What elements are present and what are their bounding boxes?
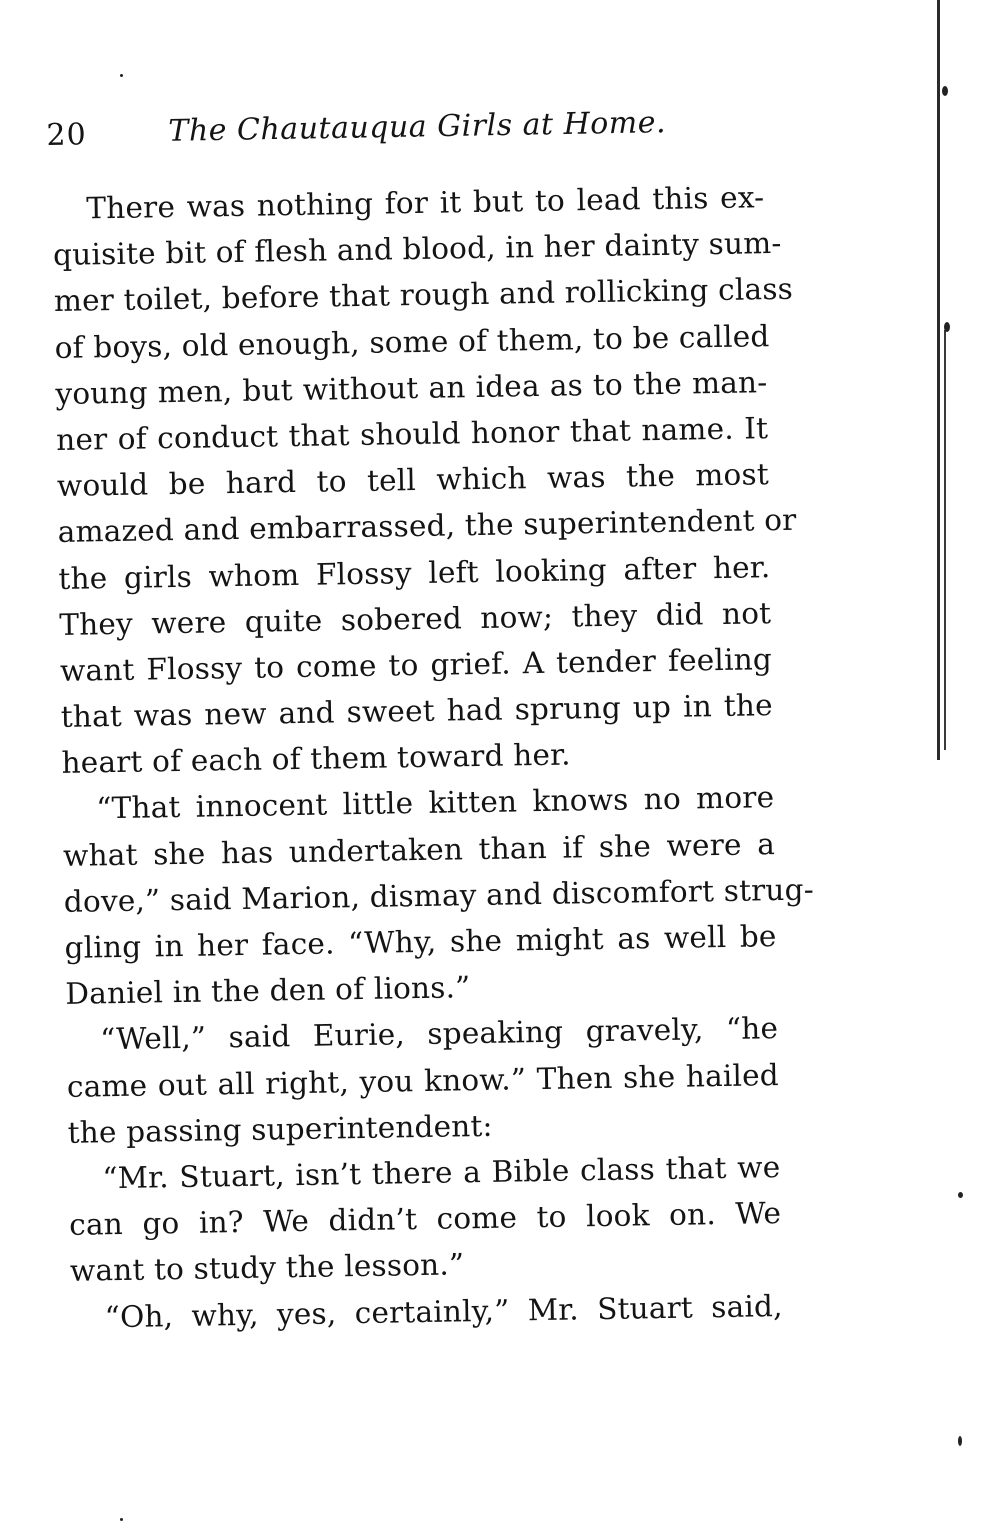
text-line: what she has undertaken than if she were a [62, 826, 776, 873]
page-number: 20 [46, 117, 87, 153]
text-line: amazed and embarrassed, the superintendent or [57, 503, 797, 550]
text-line: mer toilet, before that rough and rollicking class [53, 272, 794, 319]
body-text [52, 174, 815, 1340]
text-line: the girls whom Flossy left looking after her. [58, 549, 771, 596]
ink-speck [942, 86, 948, 96]
page-edge-rule [937, 0, 940, 760]
text-line: heart of each of them toward her. [61, 737, 572, 781]
text-line: want to study the lesson.” [69, 1247, 465, 1289]
text-line: can go in? We didn’t come to look on. We [68, 1196, 782, 1242]
text-line: They were quite sobered now; they did not [58, 595, 772, 642]
ink-speck [958, 1192, 963, 1198]
text-line: “That innocent little kitten knows no more [96, 780, 775, 826]
text-line: quisite bit of flesh and blood, in her dainty sum- [52, 226, 782, 273]
ink-speck [120, 74, 123, 77]
text-line: “Oh, why, yes, certainly,” Mr. Stuart said, [104, 1288, 783, 1334]
page-edge-rule-inner [944, 330, 946, 750]
running-head [46, 99, 667, 162]
text-line: the passing superintendent: [67, 1108, 493, 1150]
text-line: of boys, old enough, some of them, to be called [54, 318, 770, 365]
text-line: would be hard to tell which was the most [56, 457, 770, 504]
ink-speck [944, 322, 950, 332]
text-line: ner of conduct that should honor that name. It [55, 411, 769, 457]
text-line: “Mr. Stuart, isn’t there a Bible class that we [102, 1149, 781, 1196]
text-line: dove,” said Marion, dismay and discomfort strug- [63, 872, 815, 919]
text-line: There was nothing for it but to lead this ex- [86, 180, 765, 226]
ink-speck [120, 1518, 123, 1521]
text-line: gling in her face. “Why, she might as well be [64, 919, 777, 965]
text-line: young men, but without an idea as to the man- [55, 364, 768, 411]
ink-speck [958, 1436, 962, 1446]
book-title: The Chautauqua Girls at Home. [168, 105, 667, 149]
text-line: that was new and sweet had sprung up in the [60, 688, 773, 734]
text-line: “Well,” said Eurie, speaking gravely, “he [99, 1011, 779, 1057]
text-line: want Flossy to come to grief. A tender feeling [59, 642, 773, 688]
text-line: Daniel in the den of lions.” [65, 970, 471, 1012]
text-line: came out all right, you know.” Then she hailed [66, 1057, 780, 1104]
